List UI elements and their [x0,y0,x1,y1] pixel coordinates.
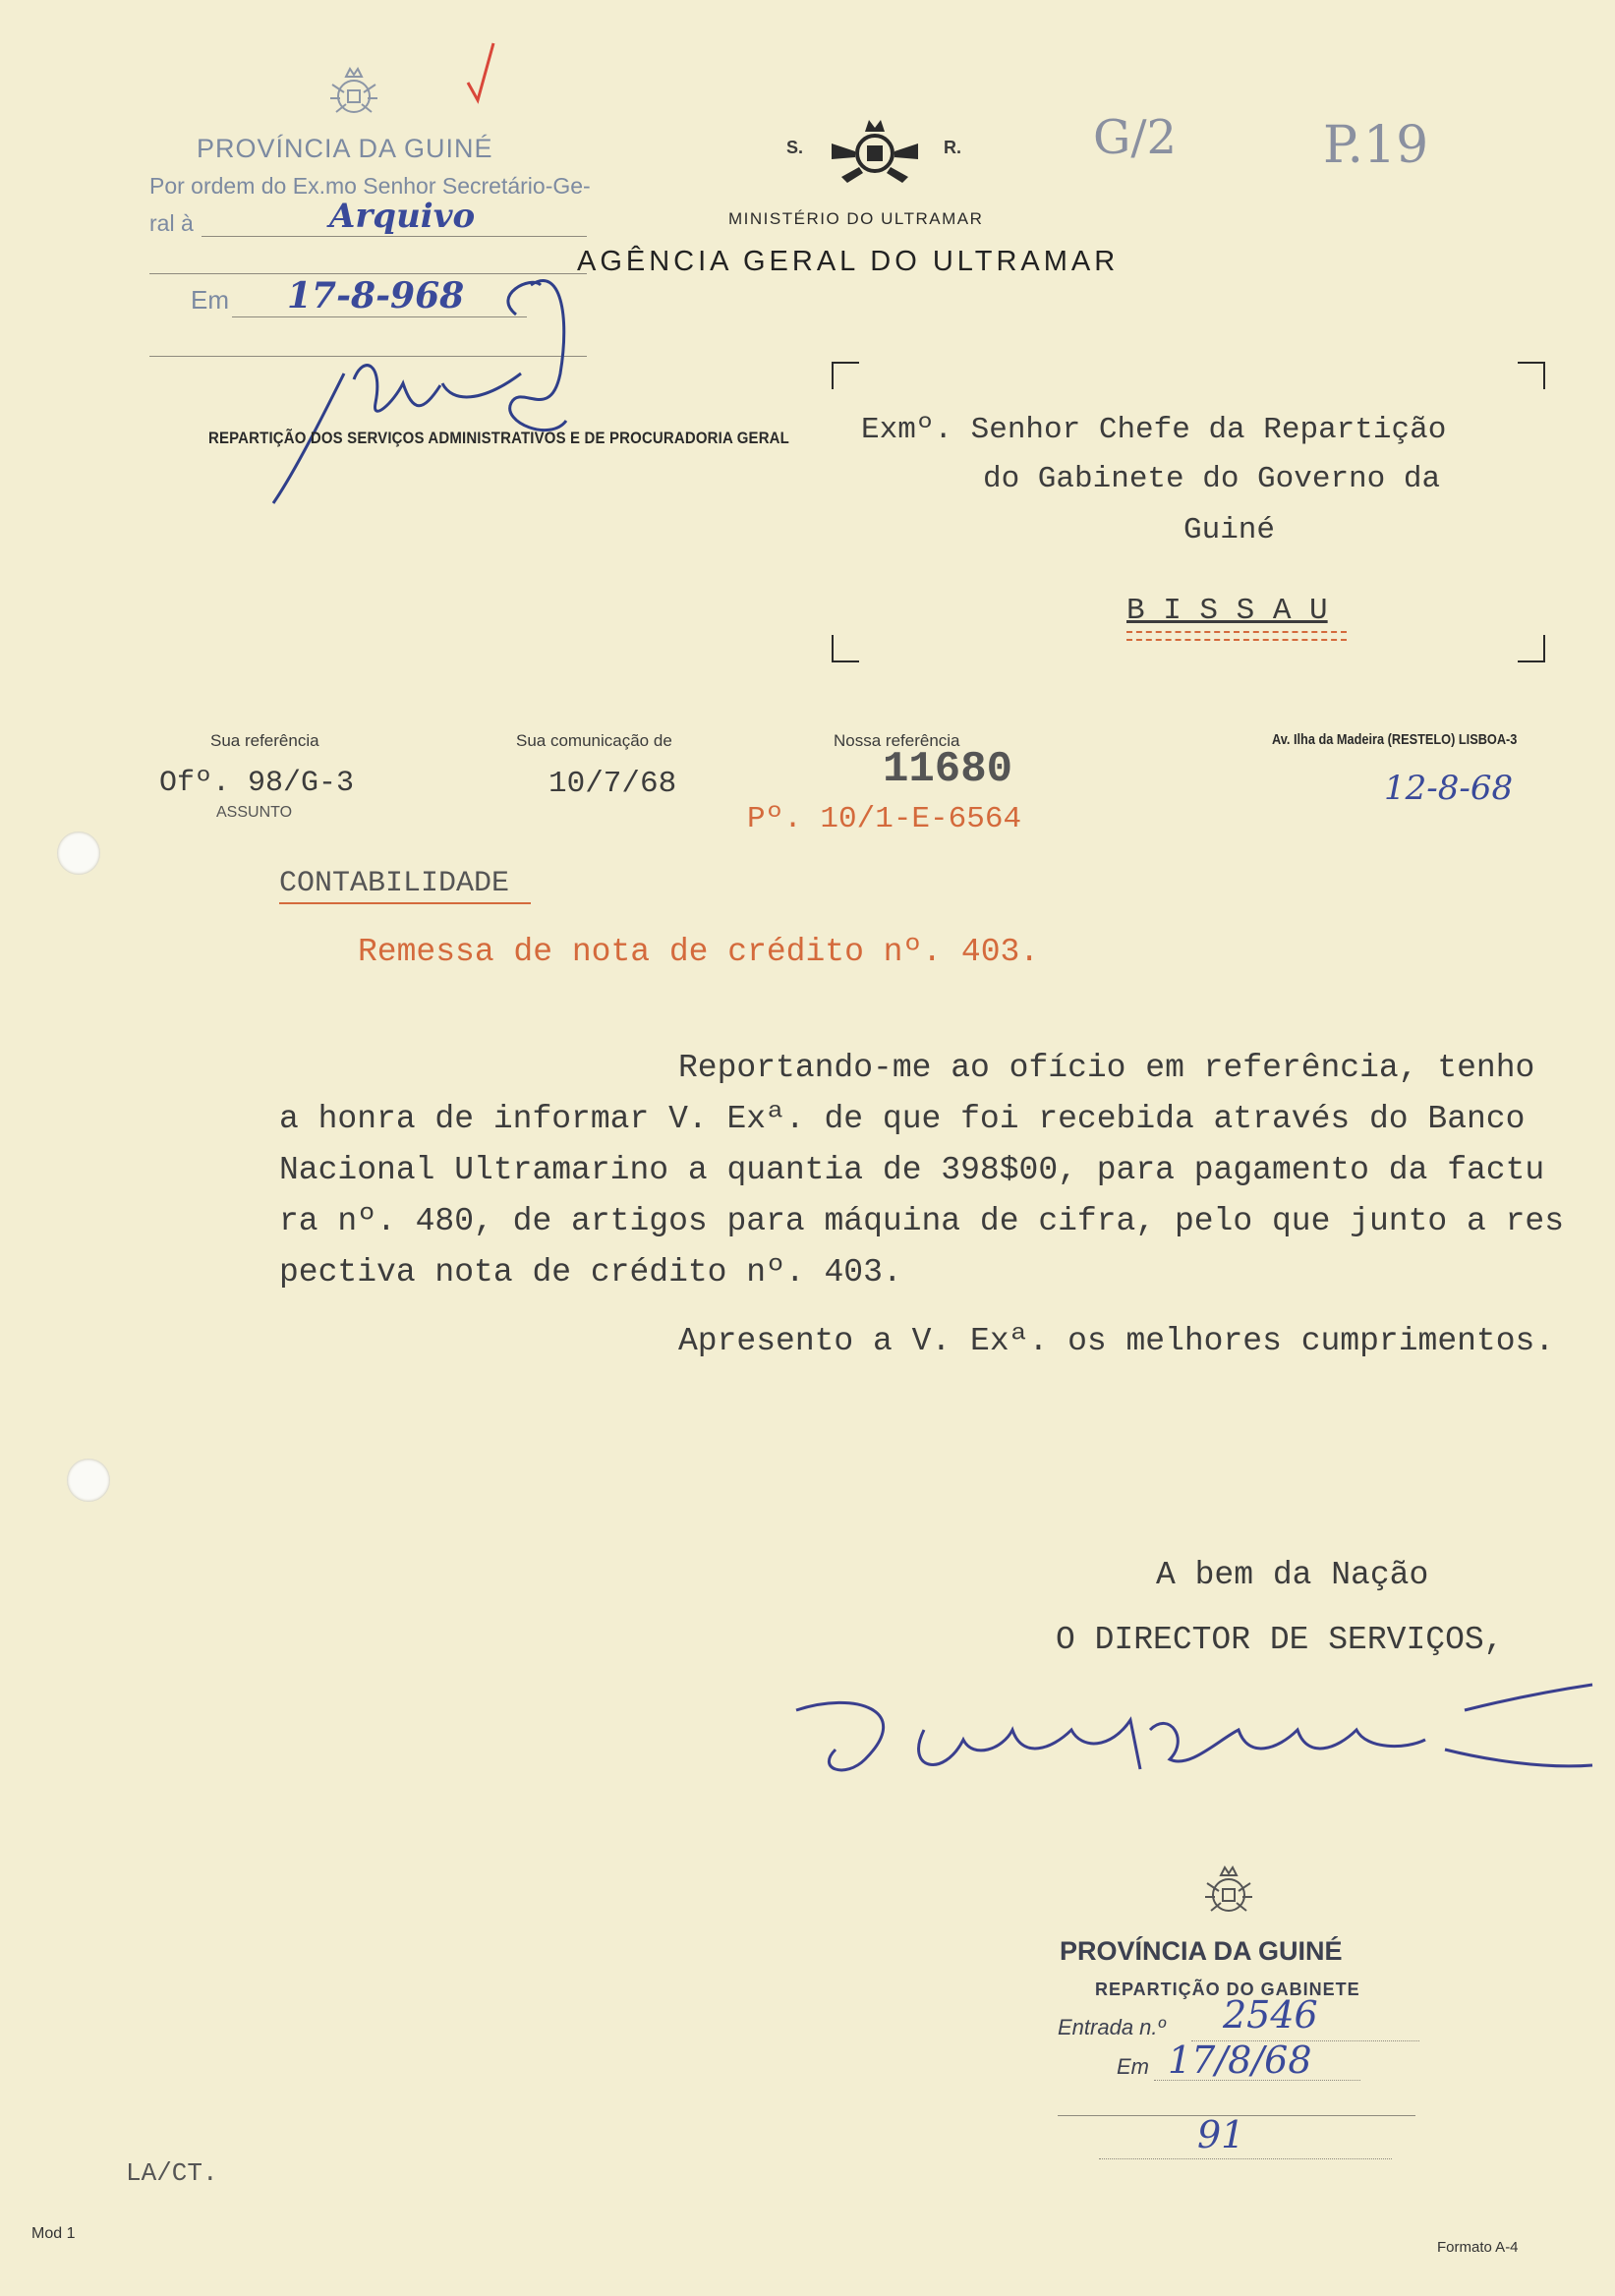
r-label: R. [944,138,961,157]
agency: AGÊNCIA GERAL DO ULTRAMAR [577,246,1120,277]
initials: LA/CT. [126,2158,218,2188]
crest-icon [322,65,385,126]
stamp-order-line1: Por ordem do Ex.mo Senhor Secretário-Ge- [149,173,591,199]
stamp-order-value: Arquivo [329,197,476,236]
nossa-referencia-process: Pº. 10/1-E-6564 [747,802,1022,836]
stamp-province: PROVÍNCIA DA GUINÉ [197,134,493,163]
handwritten-initials [265,256,580,511]
sua-comunicacao-value: 10/7/68 [548,767,677,801]
punch-hole-bottom [67,1459,110,1502]
entry-em-value: 17/8/68 [1168,2038,1312,2082]
footer-mod: Mod 1 [31,2225,76,2242]
body-line4: ra nº. 480, de artigos para máquina de cifra, pelo que junto a res [279,1203,1565,1239]
salutation: A bem da Nação [1156,1557,1429,1593]
subject-underline [279,902,531,904]
body-line5: pectiva nota de crédito nº. 403. [279,1254,902,1291]
nossa-referencia-label: Nossa referência [834,731,960,750]
city-double-underline [1126,631,1347,641]
body-closing: Apresento a V. Exª. os melhores cumprimentos. [678,1323,1555,1359]
subject-line: Remessa de nota de crédito nº. 403. [358,934,1040,970]
footer-format: Formato A-4 [1437,2239,1519,2256]
address-corner-bl [832,635,859,662]
entry-line-4 [1099,2158,1392,2159]
stamp-line-1 [202,236,587,237]
address-corner-tl [832,362,859,389]
addressee-city: B I S S A U [1126,594,1328,628]
nossa-referencia-number: 11680 [883,745,1013,794]
checkmark-icon [462,39,501,108]
addressee-line2: do Gabinete do Governo da [983,462,1441,496]
entry-entrada-label: Entrada n.º [1058,2015,1166,2039]
entry-province: PROVÍNCIA DA GUINÉ [1060,1936,1343,1966]
entry-office: REPARTIÇÃO DO GABINETE [1095,1980,1360,1999]
archive-code: G/2 [1093,110,1178,165]
entry-em-label: Em [1117,2054,1149,2079]
page-code: P.19 [1323,116,1429,175]
subject-heading: CONTABILIDADE [279,867,510,900]
stamp-order-line2: ral à [149,210,194,236]
stamp-em-value: 17-8-968 [287,275,465,316]
body-line1: Reportando-me ao ofício em referência, tenho [678,1050,1535,1086]
address-corner-tr [1518,362,1545,389]
address-label: Av. Ilha da Madeira (RESTELO) LISBOA-3 [1272,731,1518,748]
addressee-line3: Guiné [1183,513,1276,547]
signature-handwriting [777,1671,1602,1799]
signature-title: O DIRECTOR DE SERVIÇOS, [1056,1622,1504,1658]
s-label: S. [786,138,804,157]
punch-hole-top [57,832,100,875]
body-line2: a honra de informar V. Exª. de que foi recebida através do Banco [279,1101,1526,1137]
sua-referencia-value: Ofº. 98/G-3 [159,767,355,800]
entry-mark: 91 [1197,2113,1245,2156]
entry-entrada-value: 2546 [1223,1993,1318,2037]
sua-comunicacao-label: Sua comunicação de [516,731,672,750]
address-corner-br [1518,635,1545,662]
date-value: 12-8-68 [1384,769,1514,808]
body-line3: Nacional Ultramarino a quantia de 398$00, para pagamento da factu [279,1152,1545,1188]
department: REPARTIÇÃO DOS SERVIÇOS ADMINISTRATIVOS E DE PROCURADORIA GERAL [208,429,789,447]
crest-icon-bottom [1197,1864,1260,1924]
ministry: MINISTÉRIO DO ULTRAMAR [728,209,984,228]
stamp-em-label: Em [191,285,229,315]
addressee-line1: Exmº. Senhor Chefe da Repartição [861,413,1447,447]
coat-of-arms-icon [828,114,922,191]
sua-referencia-label: Sua referência [210,731,319,750]
assunto-label: ASSUNTO [216,804,293,821]
